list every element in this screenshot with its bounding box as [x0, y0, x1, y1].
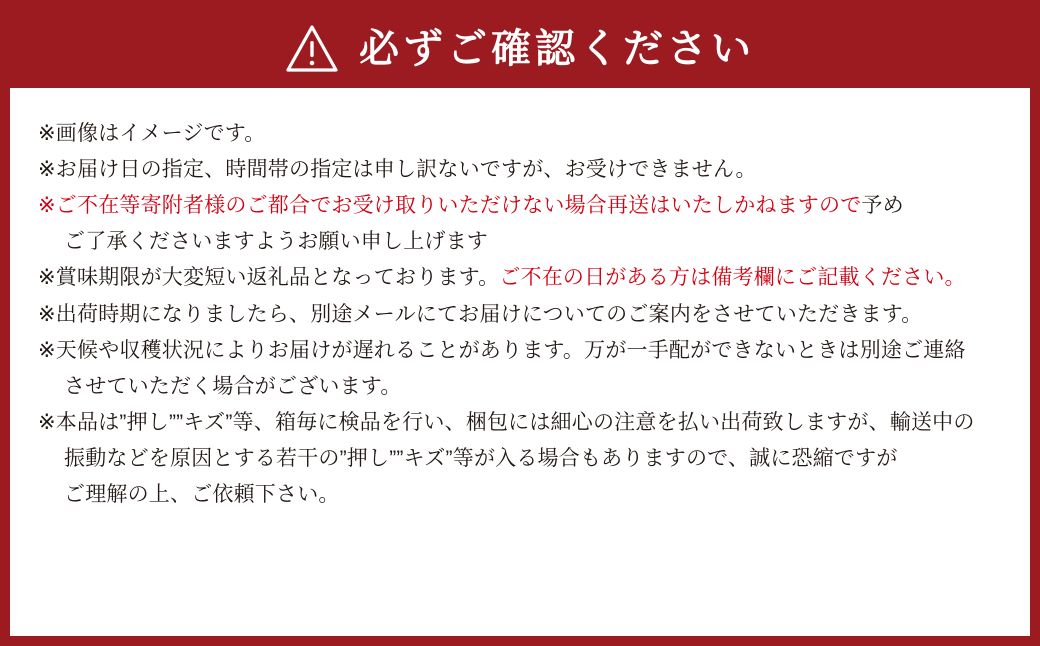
notice-text: させていただく場合がございます。 [64, 374, 402, 398]
notice-text: ※お届け日の指定、時間帯の指定は申し訳ないですが、お受けできません。 [38, 158, 757, 182]
notice-line [38, 224, 1002, 260]
notice-line [38, 152, 1002, 188]
notice-text: ご理解の上、ご依頼下さい。 [64, 483, 340, 507]
notice-text: ※本品は”押し””キズ”等、箱毎に検品を行い、梱包には細心の注意を払い出荷致しますが、輸送中の [38, 410, 975, 434]
notice-line [38, 405, 1002, 441]
notice-header [10, 10, 1030, 88]
notice-list [38, 116, 1002, 513]
notice-line [38, 188, 1002, 224]
notice-line [38, 333, 1002, 369]
notice-line [38, 116, 1002, 152]
notice-text: ※賞味期限が大変短い返礼品となっております。 [38, 266, 500, 290]
notice-text: ※画像はイメージです。 [38, 122, 266, 145]
notice-line [38, 369, 1002, 405]
page-title: 必ずご確認ください [359, 27, 755, 71]
notice-text-emphasis: ※ご不在等寄附者様のご都合でお受け取りいただけない場合再送はいたしかねますので [38, 194, 862, 218]
notice-body [10, 88, 1030, 636]
notice-text: ご了承くださいますようお願い申し上げます [64, 230, 488, 254]
warning-triangle-icon [285, 22, 339, 76]
notice-line [38, 297, 1002, 333]
notice-text: ※出荷時期になりましたら、別途メールにてお届けについてのご案内をさせていただきます。 [38, 302, 923, 326]
notice-text-emphasis: ご不在の日がある方は備考欄にご記載ください。 [499, 266, 966, 290]
notice-text: 予め [861, 194, 904, 218]
notice-line [38, 477, 1002, 513]
notice-line [38, 441, 1002, 477]
notice-text: 振動などを原因とする若干の”押し””キズ”等が入る場合もありますので、誠に恐縮ですが [64, 446, 898, 470]
notice-text: ※天候や収穫状況によりお届けが遅れることがあります。万が一手配ができないときは別途ご連絡 [38, 338, 966, 362]
notice-line [38, 260, 1002, 296]
